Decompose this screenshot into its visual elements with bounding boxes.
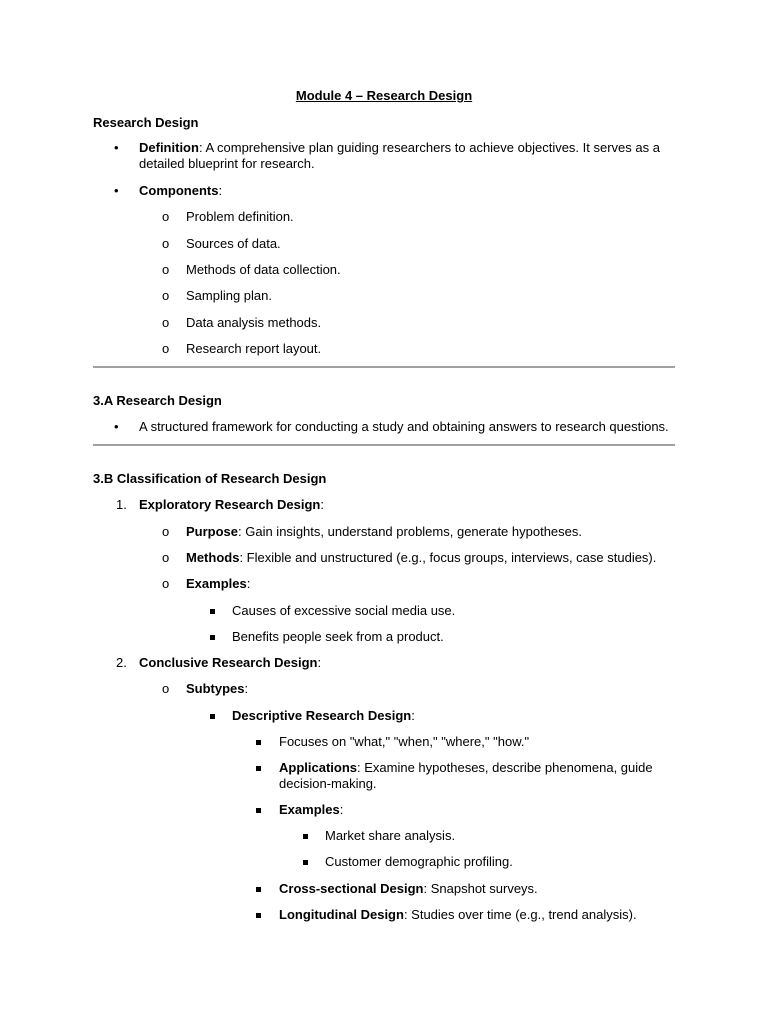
circle-marker: o — [162, 681, 170, 696]
applications-term: Applications — [279, 760, 358, 775]
descriptive-line: Descriptive Research Design: — [232, 708, 415, 723]
circle-marker: o — [162, 288, 170, 303]
number-marker: 2. — [116, 655, 127, 670]
circle-marker: o — [162, 524, 170, 539]
circle-marker: o — [162, 550, 170, 565]
methods-line: Methods: Flexible and unstructured (e.g., focus groups, interviews, case studies). — [186, 550, 657, 565]
list-item: Causes of excessive social media use. — [232, 603, 456, 618]
list-item: Focuses on "what," "when," "where," "how." — [279, 734, 530, 749]
exploratory-term: Exploratory Research Design — [139, 497, 321, 512]
square-marker — [210, 708, 215, 724]
cross-sectional-term: Cross-sectional Design — [279, 881, 424, 896]
purpose-line: Purpose: Gain insights, understand problems, generate hypotheses. — [186, 524, 583, 539]
circle-marker: o — [162, 236, 170, 251]
square-marker — [256, 881, 261, 897]
list-item: Problem definition. — [186, 209, 294, 224]
section-heading-3a: 3.A Research Design — [93, 393, 222, 408]
circle-marker: o — [162, 576, 170, 591]
list-item: Research report layout. — [186, 341, 322, 356]
definition-term: Definition — [139, 140, 199, 155]
circle-marker: o — [162, 315, 170, 330]
square-marker — [303, 854, 308, 870]
list-item: Market share analysis. — [325, 828, 456, 843]
examples-line: Examples: — [186, 576, 251, 591]
square-marker — [303, 828, 308, 844]
circle-marker: o — [162, 209, 170, 224]
square-marker — [256, 734, 261, 750]
list-item: A structured framework for conducting a study and obtaining answers to research questions. — [139, 419, 669, 434]
components-term: Components — [139, 183, 219, 198]
definition-line — [139, 140, 660, 156]
document-title: Module 4 – Research Design — [295, 88, 473, 103]
list-item: Benefits people seek from a product. — [232, 629, 444, 644]
number-marker: 1. — [116, 497, 127, 512]
longitudinal-line: Longitudinal Design: Studies over time (e.g., trend analysis). — [279, 907, 637, 922]
applications-line: Applications: Examine hypotheses, describe phenomena, guide — [279, 760, 653, 775]
purpose-term: Purpose — [186, 524, 239, 539]
bullet-marker: • — [114, 140, 119, 155]
list-item: Methods of data collection. — [186, 262, 341, 277]
horizontal-rule — [93, 366, 675, 368]
subtypes-term: Subtypes — [186, 681, 245, 696]
horizontal-rule — [93, 444, 675, 446]
subtypes-line: Subtypes: — [186, 681, 249, 696]
examples-line: Examples: — [279, 802, 344, 817]
list-item: Customer demographic profiling. — [325, 854, 513, 869]
square-marker — [256, 802, 261, 818]
conclusive-line: Conclusive Research Design: — [139, 655, 322, 670]
section-heading-3b: 3.B Classification of Research Design — [93, 471, 327, 486]
circle-marker: o — [162, 341, 170, 356]
list-item: Sampling plan. — [186, 288, 272, 303]
components-line: Components: — [139, 183, 223, 198]
square-marker — [256, 760, 261, 776]
examples-term: Examples — [186, 576, 247, 591]
definition-text-continued: detailed blueprint for research. — [139, 156, 315, 171]
descriptive-term: Descriptive Research Design — [232, 708, 412, 723]
list-item: Sources of data. — [186, 236, 281, 251]
circle-marker: o — [162, 262, 170, 277]
applications-text-continued: decision-making. — [279, 776, 377, 791]
section-heading-research-design: Research Design — [93, 115, 199, 130]
square-marker — [256, 907, 261, 923]
longitudinal-term: Longitudinal Design — [279, 907, 404, 922]
square-marker — [210, 629, 215, 645]
conclusive-term: Conclusive Research Design — [139, 655, 318, 670]
cross-sectional-line: Cross-sectional Design: Snapshot surveys. — [279, 881, 538, 896]
bullet-marker: • — [114, 419, 119, 434]
definition-text: : A comprehensive plan guiding researchers to achieve objectives. It serves as a — [198, 140, 660, 155]
methods-term: Methods — [186, 550, 240, 565]
exploratory-line: Exploratory Research Design: — [139, 497, 324, 512]
list-item: Data analysis methods. — [186, 315, 322, 330]
bullet-marker: • — [114, 183, 119, 198]
examples-term: Examples — [279, 802, 340, 817]
square-marker — [210, 603, 215, 619]
